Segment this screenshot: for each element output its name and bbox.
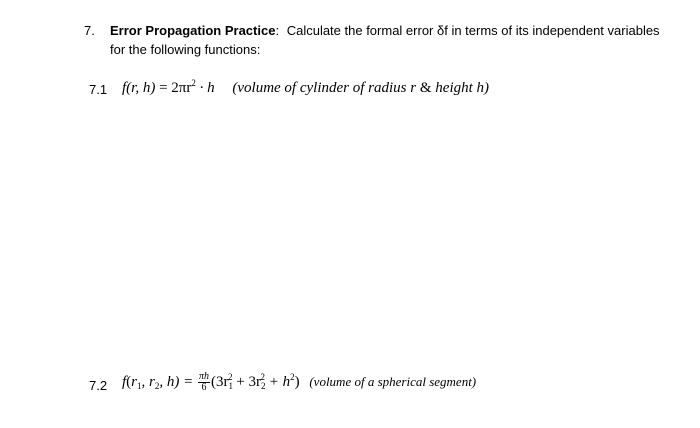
paren-open: ( <box>126 373 132 390</box>
subscript: 1 <box>137 380 142 391</box>
comma: , <box>141 373 150 390</box>
subscript: 2 <box>154 380 160 391</box>
problem-title: Error Propagation Practice <box>110 23 276 38</box>
problem-text-line2: for the following functions: <box>110 42 261 57</box>
problem-text-line1: Calculate the formal error δf in terms of its independent variables <box>286 23 660 38</box>
problem-statement-line2 <box>110 42 260 57</box>
fraction-numerator: πh <box>198 371 209 382</box>
item-7-2-label <box>89 378 107 393</box>
equation-rhs: = 2πr <box>155 80 192 96</box>
item-7-1-description <box>232 80 489 96</box>
desc-var-h: h <box>476 80 485 96</box>
var-r: r <box>149 373 155 390</box>
term-plus-h: + h <box>264 373 291 390</box>
problem-statement-line1 <box>110 23 660 38</box>
equation-tail: · h <box>195 80 215 96</box>
term-close: ) <box>294 373 300 390</box>
item-7-2-description: (volume of a spherical segment) <box>309 373 477 389</box>
item-7-2-equation <box>122 372 476 393</box>
title-colon: : <box>275 23 280 38</box>
item-7-1-label <box>89 82 107 97</box>
superscript: 2 <box>260 371 265 382</box>
fraction-denominator: 6 <box>201 382 207 393</box>
term-plus: + 3r <box>232 373 261 390</box>
item-7-1-equation <box>122 80 489 97</box>
desc-part: (volume of cylinder of radius <box>232 80 411 96</box>
item-label: 7.1 <box>89 82 108 97</box>
desc-part: height <box>435 80 477 96</box>
function-symbol: f <box>122 373 127 390</box>
superscript: 2 <box>228 371 233 382</box>
problem-number: 7. <box>84 23 95 38</box>
problem-header <box>84 23 95 38</box>
superscript: 2 <box>290 371 295 382</box>
desc-ampersand: & <box>416 80 436 96</box>
subscript: 2 <box>260 380 266 391</box>
desc-var-r: r <box>410 80 417 96</box>
term-open: (3r <box>211 373 229 390</box>
var-r: r <box>131 373 138 390</box>
exponent: 2 <box>191 78 196 88</box>
subscript: 1 <box>228 380 233 391</box>
args-close-equals: , h) = <box>159 373 197 390</box>
function-args: (r, h) <box>126 80 156 96</box>
desc-close: ) <box>484 80 490 96</box>
function-symbol: f <box>122 80 127 96</box>
fraction <box>198 372 210 393</box>
item-label: 7.2 <box>89 378 108 393</box>
